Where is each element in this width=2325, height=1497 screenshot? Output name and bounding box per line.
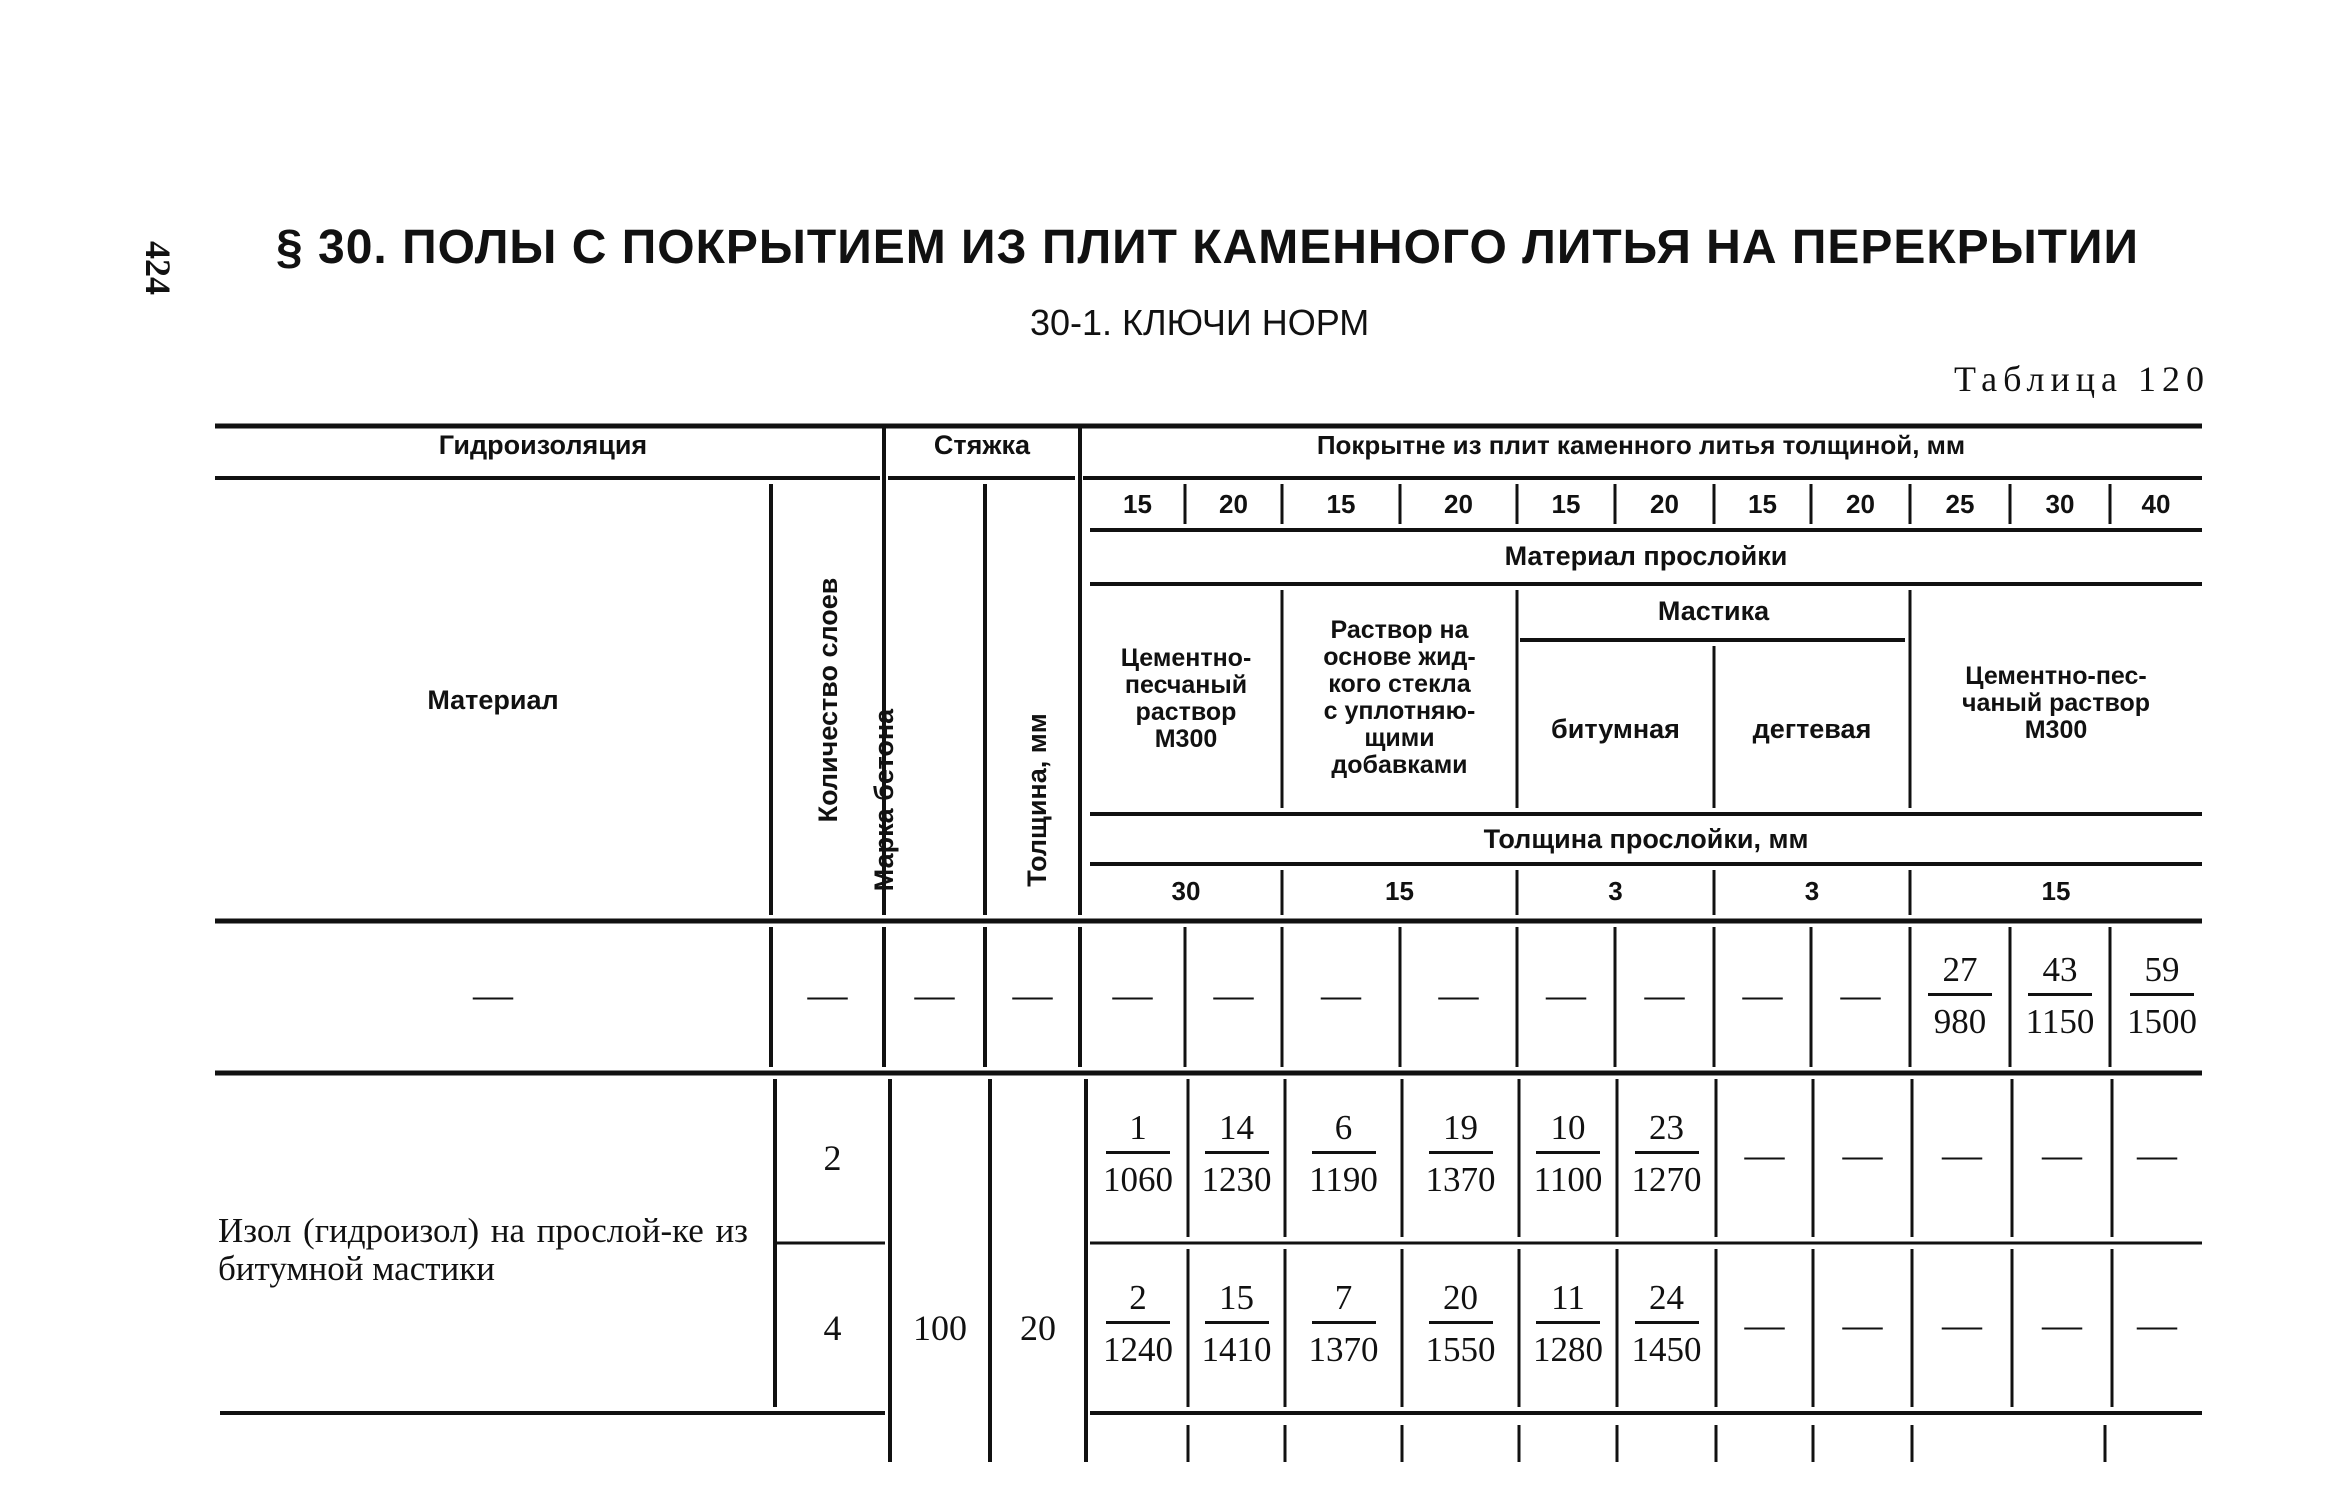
row1-thickness: — <box>1012 972 1053 1017</box>
row1-fraction: $\frac{27}{980}$ <box>1910 952 2010 1039</box>
row1-cell: — <box>1644 972 1685 1017</box>
row2-fraction: $\frac{10}{1100}$ <box>1533 1108 1603 1199</box>
table-label: Таблица 120 <box>1954 359 2210 399</box>
thickness-value: 15 <box>1326 489 1356 519</box>
row2-cell: — <box>2137 1132 2177 1177</box>
row3-fraction: $\frac{20}{1550}$ <box>1425 1278 1496 1369</box>
thickness-value: 40 <box>2141 489 2171 519</box>
header-layers: Количество слоев <box>813 577 843 823</box>
cement-mortar-label: раствор <box>1135 698 1237 726</box>
row3-fraction: $\frac{15}{1410}$ <box>1201 1278 1272 1369</box>
header-screed: Стяжка <box>933 430 1031 460</box>
row2-fraction: $\frac{19}{1370}$ <box>1425 1108 1496 1199</box>
row3-fraction: $\frac{11}{1280}$ <box>1533 1278 1603 1369</box>
row3-fraction: $\frac{7}{1370}$ <box>1308 1278 1379 1369</box>
section-subtitle: 30-1. КЛЮЧИ НОРМ <box>1030 302 1370 343</box>
row1-concrete: — <box>914 972 955 1017</box>
cement-mortar-label: песчаный <box>1124 671 1248 699</box>
cement-mortar-label: М300 <box>1154 725 1218 753</box>
thickness-value: 15 <box>1748 489 1777 519</box>
row3-thickness: 20 <box>1020 1308 1056 1348</box>
row1-cell: — <box>1840 972 1881 1017</box>
row3-cell: — <box>1942 1302 1982 1347</box>
glass-mortar-label: с уплотняю- <box>1323 697 1476 725</box>
thickness-value: 20 <box>1444 489 1473 519</box>
interlayer-thickness-value: 3 <box>1608 876 1623 906</box>
header-screed-thickness: Толщина, мм <box>1022 713 1052 887</box>
row3-cell: — <box>2042 1302 2082 1347</box>
glass-mortar-label: щими <box>1364 724 1435 752</box>
thickness-value: 30 <box>2045 489 2075 519</box>
interlayer-thickness-value: 3 <box>1804 876 1820 906</box>
row2-cell: — <box>2042 1132 2082 1177</box>
row1-fraction: $\frac{43}{1150}$ <box>2025 950 2095 1041</box>
interlayer-thickness-value: 15 <box>2041 876 2071 906</box>
cement-mortar-label: Цементно-пес- <box>1965 662 2147 690</box>
row1-cell: — <box>1213 972 1254 1017</box>
thickness-value: 20 <box>1219 489 1248 519</box>
row2-cell: — <box>1744 1132 1785 1177</box>
row3-fraction: $\frac{2}{1240}$ <box>1103 1278 1173 1369</box>
thickness-value: 15 <box>1551 489 1581 519</box>
row3-cell: — <box>1842 1302 1883 1347</box>
thickness-value: 25 <box>1945 489 1975 519</box>
row3-concrete: 100 <box>913 1308 967 1348</box>
cement-mortar-label: М300 <box>2024 716 2088 744</box>
row3-cell: — <box>1744 1302 1785 1347</box>
header-hydroisolation: Гидроизоляция <box>438 430 648 460</box>
row1-fraction: $\frac{59}{1500}$ <box>2127 950 2197 1041</box>
row3-cell: — <box>2137 1302 2177 1347</box>
row1-cell: — <box>1546 972 1586 1017</box>
cement-mortar-label: чаный раствор <box>1961 689 2151 717</box>
row2-layers: 2 <box>823 1138 842 1178</box>
header-tar: дегтевая <box>1752 714 1872 744</box>
row2-fraction: $\frac{6}{1190}$ <box>1309 1108 1378 1199</box>
row1-cell: — <box>1112 972 1153 1017</box>
thickness-value: 20 <box>1650 489 1679 519</box>
glass-mortar-label: кого стекла <box>1328 670 1471 698</box>
interlayer-thickness-value: 15 <box>1385 876 1414 906</box>
row1-cell: — <box>1438 972 1479 1017</box>
glass-mortar-label: Раствор на <box>1330 616 1469 644</box>
header-coating: Покрытне из плит каменного литья толщиной, мм <box>1316 430 1966 460</box>
header-material: Материал <box>427 685 559 715</box>
row1-layers: — <box>807 972 848 1017</box>
row3-layers: 4 <box>823 1308 842 1348</box>
header-interlayer-thickness: Толщина прослойки, мм <box>1483 824 1809 854</box>
thickness-value: 20 <box>1846 489 1875 519</box>
glass-mortar-label: добавками <box>1331 751 1468 779</box>
row2-material: Изол (гидроизол) на прослой-ке из битумной мастики <box>218 1211 748 1288</box>
header-bitumen: битумная <box>1551 714 1680 744</box>
row2-cell: — <box>1842 1132 1883 1177</box>
row3-fraction: $\frac{24}{1450}$ <box>1631 1278 1702 1369</box>
row2-fraction: $\frac{1}{1060}$ <box>1103 1108 1173 1199</box>
header-mastic: Мастика <box>1657 596 1770 626</box>
row2-fraction: $\frac{23}{1270}$ <box>1631 1108 1702 1199</box>
row1-cell: — <box>1321 972 1361 1017</box>
header-concrete: Марка бетона <box>869 708 899 892</box>
cement-mortar-label: Цементно- <box>1120 644 1252 672</box>
thickness-value: 15 <box>1123 489 1152 519</box>
row1-cell: — <box>1742 972 1783 1017</box>
row1-material: — <box>473 972 513 1017</box>
header-interlayer-material: Материал прослойки <box>1504 541 1788 571</box>
interlayer-thickness-value: 30 <box>1171 876 1201 906</box>
row2-fraction: $\frac{14}{1230}$ <box>1201 1108 1272 1199</box>
page-number: 424 <box>138 241 178 295</box>
section-title: § 30. ПОЛЫ С ПОКРЫТИЕМ ИЗ ПЛИТ КАМЕННОГО ЛИТЬЯ НА ПЕРЕКРЫТИИ <box>276 221 2139 274</box>
glass-mortar-label: основе жид- <box>1323 643 1476 671</box>
row2-cell: — <box>1942 1132 1982 1177</box>
